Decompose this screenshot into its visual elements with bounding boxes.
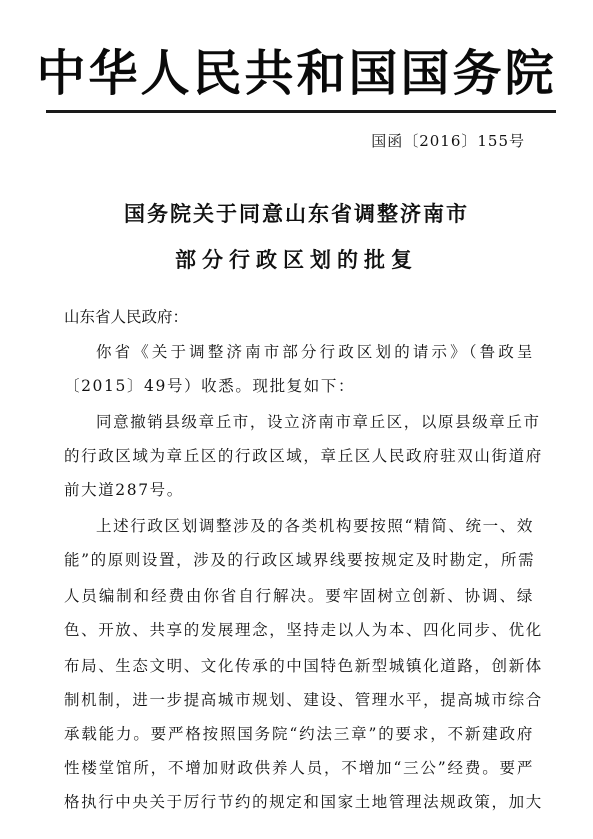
body-line: 的行政区域为章丘区的行政区域，章丘区人民政府驻双山街道府 — [64, 447, 543, 465]
body-line: 色、开放、共享的发展理念，坚持走以人为本、四化同步、优化 — [64, 621, 543, 639]
body-line: 上述行政区划调整涉及的各类机构要按照“精简、统一、效 — [96, 517, 534, 535]
body-line: 布局、生态文明、文化传承的中国特色新型城镇化道路，创新体 — [64, 657, 543, 675]
body-line: 承载能力。要严格按照国务院“约法三章”的要求，不新建政府 — [64, 725, 534, 743]
body-line: 你省《关于调整济南市部分行政区划的请示》（鲁政呈 — [96, 343, 534, 361]
body-line: 前大道287号。 — [64, 481, 184, 499]
body-line: 制机制，进一步提高城市规划、建设、管理水平，提高城市综合 — [64, 691, 543, 709]
document-number: 国函〔2016〕155号 — [371, 132, 525, 150]
body-line: 格执行中央关于厉行节约的规定和国家土地管理法规政策，加大 — [64, 793, 543, 811]
body-line: 性楼堂馆所，不增加财政供养人员，不增加“三公”经费。要严 — [64, 759, 534, 777]
document-title-line-1: 国务院关于同意山东省调整济南市 — [124, 201, 469, 226]
issuing-authority-title: 中华人民共和国国务院 — [36, 44, 557, 102]
document-title-line-2: 部分行政区划的批复 — [175, 247, 418, 272]
body-line: 能”的原则设置，涉及的行政区域界线要按规定及时勘定，所需 — [64, 551, 536, 569]
body-line: 同意撤销县级章丘市，设立济南市章丘区，以原县级章丘市 — [96, 413, 541, 431]
body-line: 人员编制和经费由你省自行解决。要牢固树立创新、协调、绿 — [64, 587, 534, 605]
header-divider — [46, 110, 556, 113]
body-line: 〔2015〕49号）收悉。现批复如下： — [64, 377, 356, 395]
addressee: 山东省人民政府： — [64, 308, 189, 326]
